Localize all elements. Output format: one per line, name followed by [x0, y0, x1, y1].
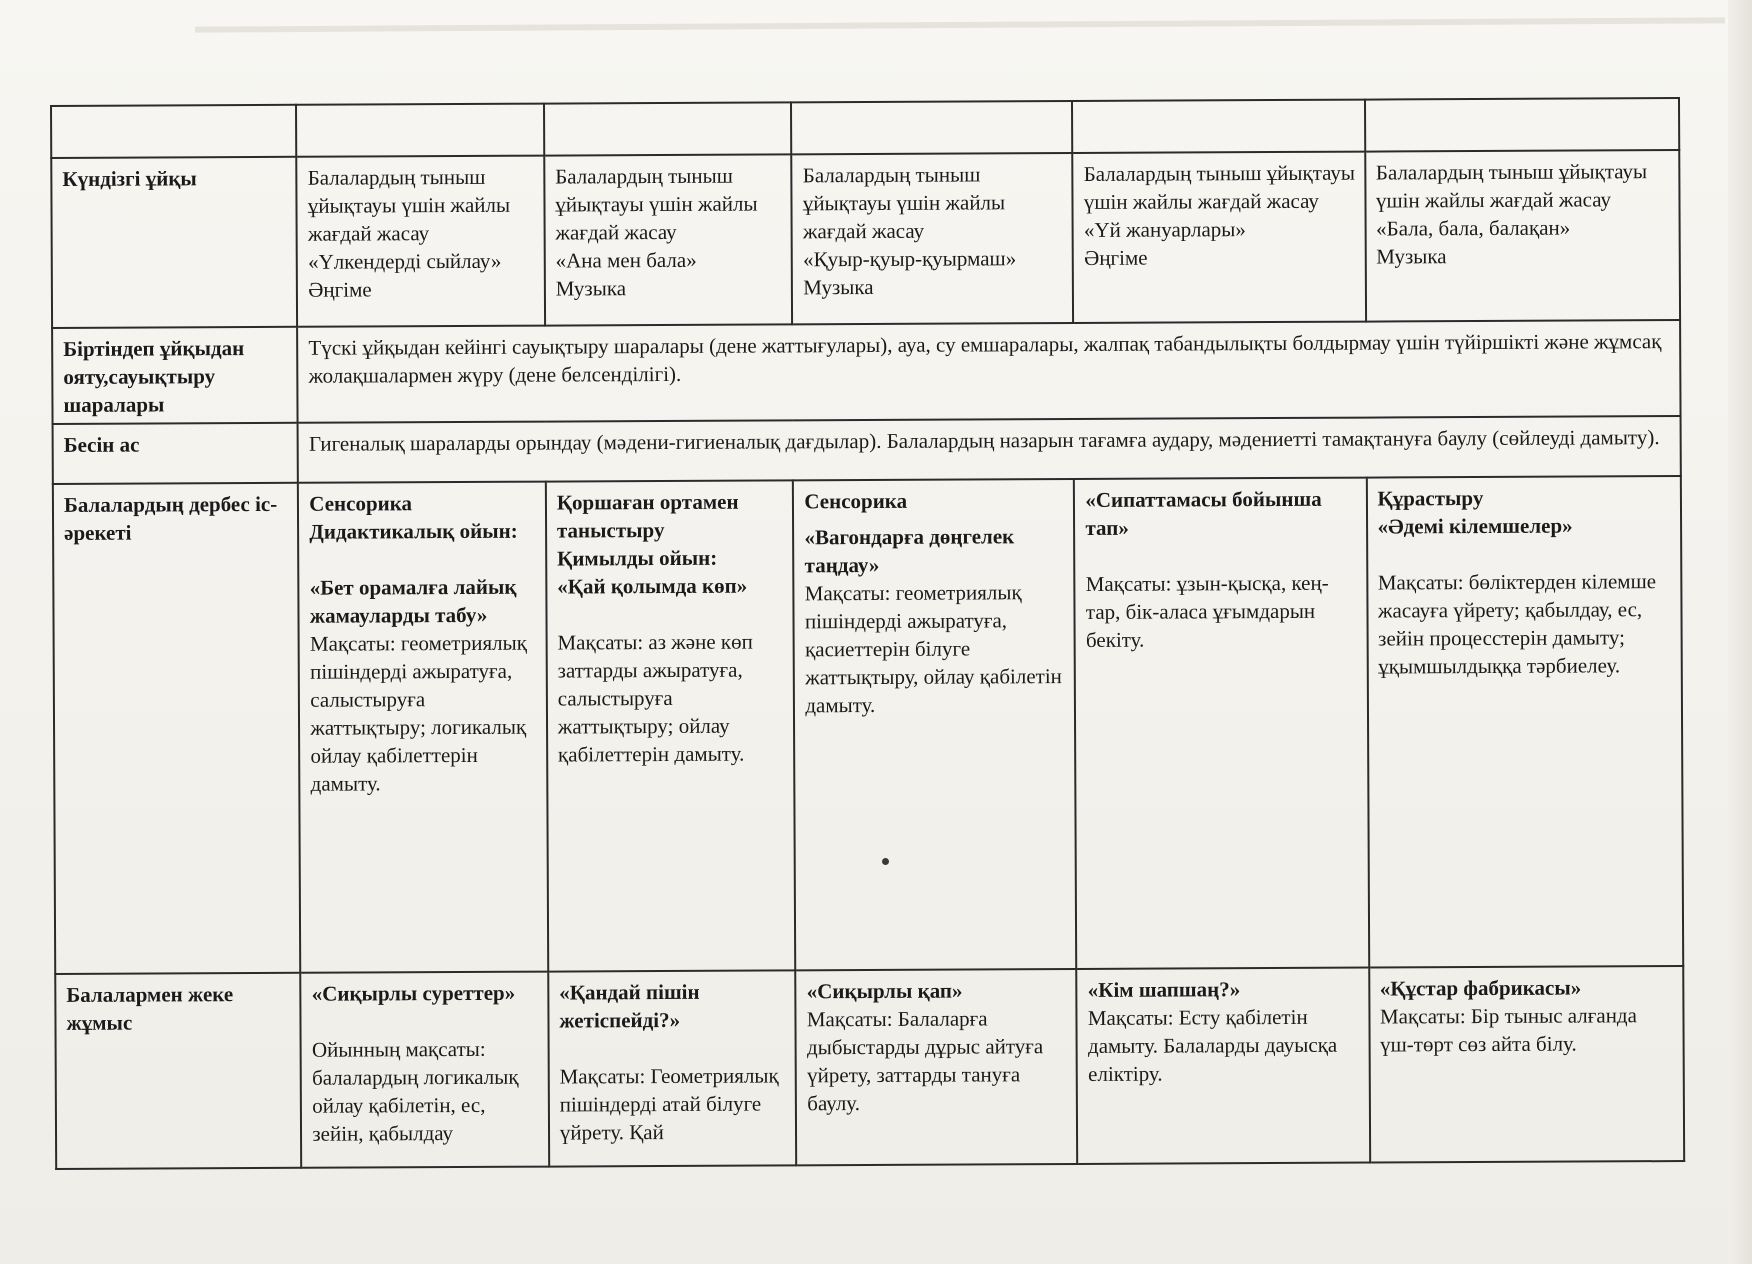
sleep-intro: Балалардың тыныш ұйықтауы үшін жайлы жағдай жасау — [307, 164, 511, 246]
sleep-type: Әңгіме — [308, 277, 372, 302]
activity-goal: Мақсаты: аз және көп заттарды ажыратуға, салыстыруға жаттықтыру; ойлау қабілеттерін дамыту. — [557, 629, 753, 767]
individual-title: «Құстар фабрикасы» — [1379, 975, 1582, 1001]
sleep-type: Әңгіме — [1084, 245, 1148, 270]
activity-cell-5 — [1366, 476, 1683, 968]
activity-title: «Сипаттамасы бойынша тап» — [1085, 486, 1322, 540]
individual-goal: Мақсаты: Геометриялық пішіндерді атай білуге үйрету. Қай — [559, 1063, 779, 1145]
activity-cell-1 — [298, 482, 548, 973]
sleep-title: «Қуыр-қуыр-қуырмаш» — [803, 246, 1017, 272]
header-cell — [1364, 98, 1679, 152]
header-cell — [1072, 100, 1364, 153]
activity-cell-4 — [1074, 478, 1369, 969]
activity-goal: Мақсаты: ұзын-қысқа, кең-тар, бік-аласа ұғымдарын бекіту. — [1085, 570, 1329, 652]
individual-cell-3 — [796, 969, 1078, 1165]
individual-title: «Қандай пішін жетіспейді?» — [559, 979, 700, 1033]
row-afternoon-snack — [53, 416, 1681, 484]
row-label: Балалардың дербес іс-әрекеті — [53, 483, 301, 974]
sleep-title: «Ана мен бала» — [555, 247, 697, 273]
individual-goal: Мақсаты: Есту қабілетін дамыту. Балаларды дауысқа еліктіру. — [1087, 1004, 1338, 1086]
row-label: Күндізгі ұйқы — [51, 157, 297, 328]
sleep-cell-1 — [297, 156, 545, 327]
table-header-row — [51, 98, 1679, 158]
activity-cell-2 — [546, 480, 796, 971]
sleep-title: «Бала, бала, балақан» — [1376, 215, 1571, 241]
sleep-cell-5 — [1365, 150, 1680, 322]
row-independent-activity — [53, 476, 1683, 974]
activity-title: «Вагондарға дөңгелек таңдау» — [804, 524, 1015, 578]
individual-title: «Сиқырлы суреттер» — [311, 980, 516, 1006]
sleep-type: Музыка — [803, 274, 874, 300]
daily-plan-table — [50, 97, 1685, 1170]
activity-area: Сенсорика — [804, 488, 908, 514]
individual-cell-5 — [1369, 966, 1684, 1163]
activity-game-type: Қимылды ойын: — [557, 545, 718, 571]
activity-area: Сенсорика — [309, 491, 413, 516]
individual-cell-4 — [1077, 968, 1370, 1164]
individual-title: «Кім шапшаң?» — [1087, 977, 1241, 1002]
activity-goal: Мақсаты: геометриялық пішіндерді ажыратуға, қасиеттерін білуге жаттықтыру, ойлау қабілетін дамыту. — [804, 580, 1062, 718]
activity-goal: Мақсаты: бөліктерден кілемше жасауға үйрету; қабылдау, ес, зейін процесстерін дамыту; ұқымшылдыққа тәрбиелеу. — [1377, 569, 1657, 679]
header-cell — [544, 102, 792, 155]
sleep-cell-2 — [544, 154, 792, 325]
individual-cell-1 — [301, 972, 549, 1168]
paper-right-edge — [1728, 0, 1752, 1264]
row-label: Балалармен жеке жұмыс — [55, 973, 301, 1169]
activity-area: Қоршаған ортамен таныстыру — [556, 489, 739, 543]
sleep-title: «Үй жануарлары» — [1083, 217, 1246, 242]
activity-area: Құрастыру — [1377, 486, 1484, 511]
individual-goal: Мақсаты: Балаларға дыбыстарды дұрыс айтуға үйрету, заттарды тануға баулу. — [806, 1006, 1044, 1116]
activity-title: «Әдемі кілемшелер» — [1377, 513, 1573, 539]
header-cell — [51, 105, 297, 158]
activity-title: «Қай қолымда көп» — [557, 573, 748, 599]
waking-text: Түскі ұйқыдан кейінгі сауықтыру шаралары (дене жаттығулары), ауа, су емшаралары, жалпақ табандылықты болдырмау үшін түйіршікті және жұмсақ жолақшалармен жүру (дене белсенділігі). — [297, 320, 1680, 423]
sleep-type: Музыка — [1376, 244, 1447, 269]
sleep-title: «Үлкендерді сыйлау» — [308, 248, 502, 274]
row-label: Бесін ас — [53, 423, 299, 484]
row-gradual-waking — [52, 320, 1680, 424]
sleep-intro: Балалардың тыныш ұйықтауы үшін жайлы жағдай жасау — [802, 162, 1006, 244]
activity-game-type: Дидактикалық ойын: — [309, 518, 518, 544]
sleep-intro: Балалардың тыныш ұйықтауы үшін жайлы жағдай жасау — [555, 163, 758, 245]
individual-title: «Сиқырлы қап» — [806, 978, 963, 1004]
sleep-intro: Балалардың тыныш ұйықтауы үшін жайлы жағдай жасау — [1083, 160, 1356, 214]
row-label: Біртіндеп ұйқыдан ояту,сауықтыру шаралары — [52, 327, 298, 424]
sleep-cell-3 — [792, 153, 1074, 324]
header-cell — [296, 104, 544, 157]
activity-cell-3 — [793, 479, 1076, 970]
activity-goal: Мақсаты: геометриялық пішіндерді ажыратуға, салыстыруға жаттықтыру; логикалық ойлау қабілеттерін дамыту. — [309, 630, 527, 796]
individual-goal: Ойынның мақсаты: балалардың логикалық ойлау қабілетін, ес, зейін, қабылдау — [311, 1036, 519, 1146]
sleep-type: Музыка — [555, 276, 627, 301]
header-cell — [791, 101, 1072, 154]
sleep-cell-4 — [1073, 152, 1366, 323]
snack-text: Гигеналық шараларды орындау (мәдени-гигиеналық дағдылар). Балалардың назарын тағамға аудару, мәдениетті тамақтануға баулу (сөйлеуді дамыту). — [298, 416, 1681, 483]
scan-speck — [882, 858, 889, 865]
row-individual-work — [55, 966, 1684, 1169]
row-daytime-sleep — [51, 150, 1680, 328]
individual-goal: Мақсаты: Бір тыныс алғанда үш-төрт сөз айта білу. — [1379, 1003, 1637, 1057]
individual-cell-2 — [548, 970, 796, 1166]
sleep-intro: Балалардың тыныш ұйықтауы үшін жайлы жағдай жасау — [1375, 159, 1648, 213]
activity-title: «Бет орамалға лайық жамауларды табу» — [309, 574, 517, 628]
